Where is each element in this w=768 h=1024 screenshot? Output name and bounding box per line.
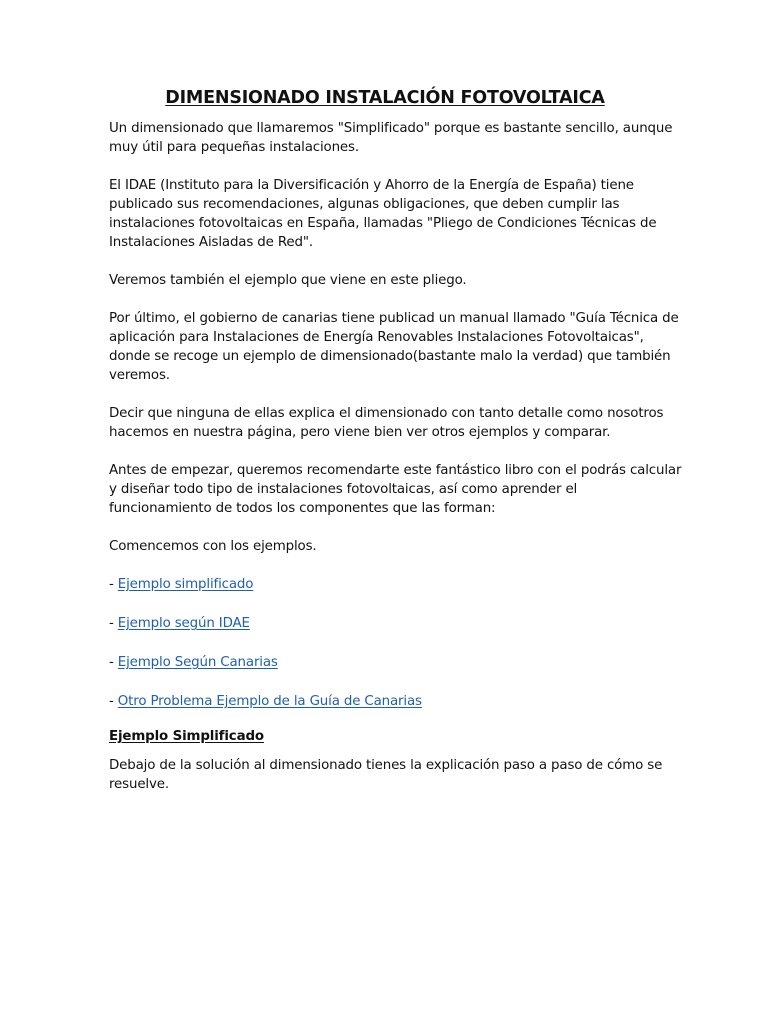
idae-line: Instalaciones Aisladas de Red".: [109, 235, 313, 250]
detalle-paragraph: [109, 404, 664, 442]
idae-line: instalaciones fotovoltaicas en España, llamadas "Pliego de Condiciones Técnicas de: [109, 216, 657, 231]
libro-line: Antes de empezar, queremos recomendarte este fantástico libro con el podrás calcular: [109, 463, 682, 478]
idae-line: El IDAE (Instituto para la Diversificación y Ahorro de la Energía de España) tiene: [109, 178, 634, 193]
section-line: Debajo de la solución al dimensionado tienes la explicación paso a paso de cómo se: [109, 758, 663, 773]
link-item-simplificado: [109, 575, 661, 594]
comencemos-paragraph: [109, 537, 661, 556]
canarias-line: veremos.: [109, 368, 170, 383]
intro-line: muy útil para pequeñas instalaciones.: [109, 140, 359, 155]
pliego-paragraph: [109, 271, 661, 290]
libro-line: funcionamiento de todos los componentes que las forman:: [109, 501, 496, 516]
canarias-line: donde se recoge un ejemplo de dimensionado(bastante malo la verdad) que también: [109, 349, 671, 364]
canarias-paragraph: [109, 309, 679, 385]
intro-paragraph: [109, 119, 673, 157]
idae-paragraph: [109, 176, 661, 252]
list-bullet: -: [109, 694, 118, 709]
link-item-idae: [109, 614, 661, 633]
link-item-otro-problema: [109, 692, 661, 711]
document-title: DIMENSIONADO INSTALACIÓN FOTOVOLTAICA: [165, 88, 605, 108]
list-bullet: -: [109, 577, 118, 592]
document-page: [109, 88, 682, 813]
detalle-line: hacemos en nuestra página, pero viene bien ver otros ejemplos y comparar.: [109, 425, 611, 440]
section-heading: Ejemplo Simplificado: [109, 729, 264, 744]
link-otro-problema[interactable]: Otro Problema Ejemplo de la Guía de Canarias: [117, 694, 422, 709]
link-ejemplo-idae[interactable]: Ejemplo según IDAE: [117, 616, 250, 631]
list-bullet: -: [109, 655, 118, 670]
link-ejemplo-simplificado[interactable]: Ejemplo simplificado: [117, 577, 254, 592]
libro-line: y diseñar todo tipo de instalaciones fotovoltaicas, así como aprender el: [109, 482, 578, 497]
canarias-line: aplicación para Instalaciones de Energía Renovables Instalaciones Fotovoltaicas",: [109, 330, 644, 345]
idae-line: publicado sus recomendaciones, algunas obligaciones, que deben cumplir las: [109, 197, 620, 212]
pliego-line: Veremos también el ejemplo que viene en este pliego.: [109, 273, 467, 288]
link-item-canarias: [109, 653, 661, 672]
section-line: resuelve.: [109, 777, 169, 792]
canarias-line: Por último, el gobierno de canarias tiene publicad un manual llamado "Guía Técnica de: [109, 311, 679, 326]
detalle-line: Decir que ninguna de ellas explica el dimensionado con tanto detalle como nosotros: [109, 406, 664, 421]
list-bullet: -: [109, 616, 118, 631]
intro-line: Un dimensionado que llamaremos "Simplificado" porque es bastante sencillo, aunque: [109, 121, 673, 136]
link-ejemplo-canarias[interactable]: Ejemplo Según Canarias: [117, 655, 278, 670]
section-paragraph: [109, 756, 661, 794]
libro-paragraph: [109, 461, 682, 518]
comencemos-line: Comencemos con los ejemplos.: [109, 539, 317, 554]
